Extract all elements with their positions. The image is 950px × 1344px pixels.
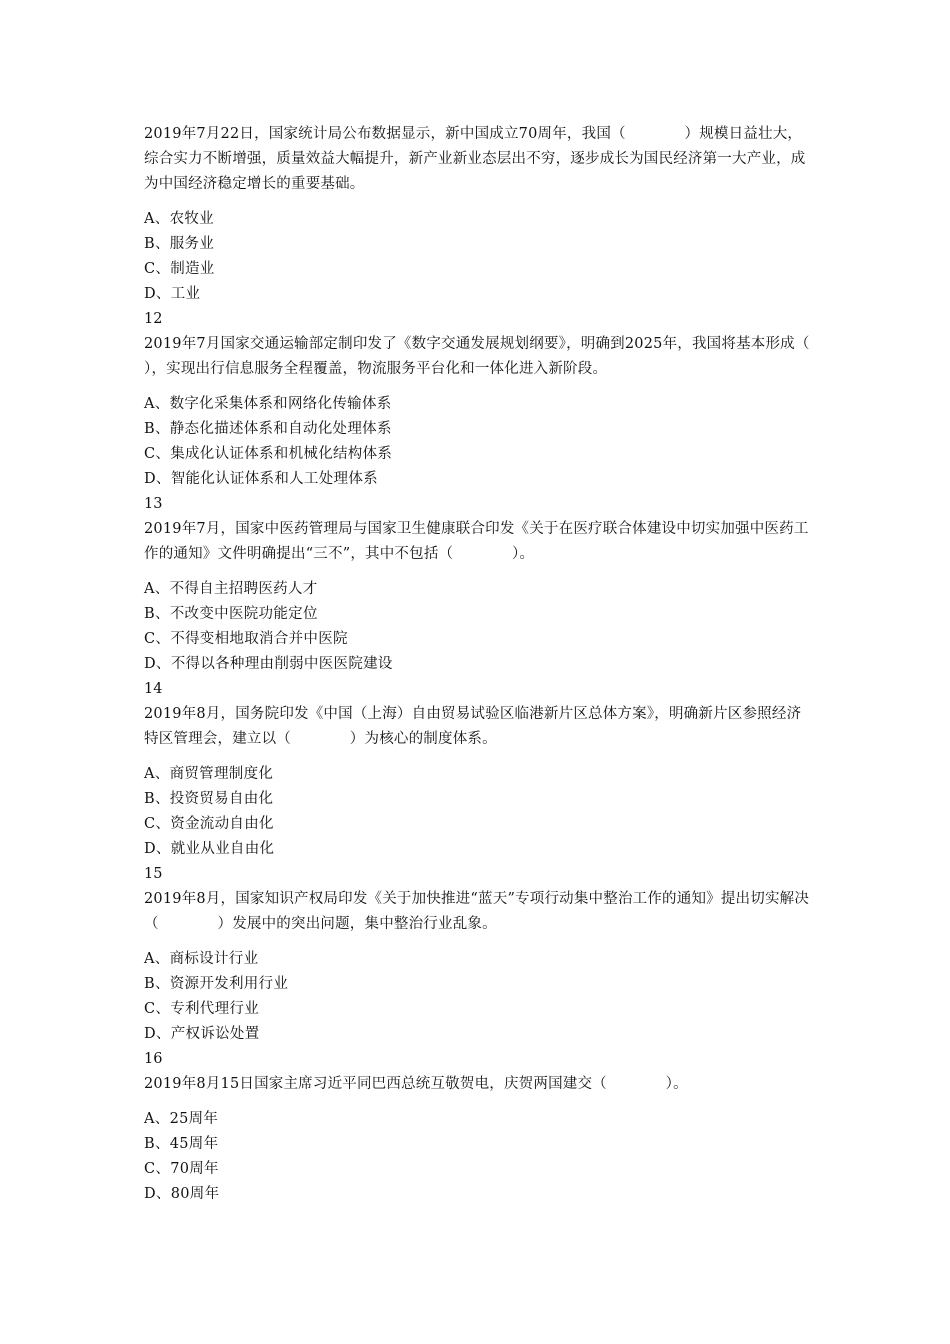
- option-a: A、数字化采集体系和网络化传输体系: [144, 396, 392, 412]
- option-c: C、70周年: [144, 1161, 219, 1177]
- question-stem: 2019年7月国家交通运输部定制印发了《数字交通发展规划纲要》，明确到2025年，我国将基本形成（ ），实现出行信息服务全程覆盖，物流服务平台化和一体化进入新阶段。: [144, 336, 869, 377]
- option-c: C、不得变相地取消合并中医院: [144, 631, 348, 647]
- question-list: [144, 122, 869, 1207]
- question-stem: 2019年7月，国家中医药管理局与国家卫生健康联合印发《关于在医疗联合体建设中切实加强中医药工作的通知》文件明确提出“三不”，其中不包括（ ）。: [144, 521, 809, 562]
- option-b: B、服务业: [144, 236, 215, 252]
- question-number: 12: [144, 311, 163, 327]
- option-a: A、商标设计行业: [144, 951, 259, 967]
- option-d: D、不得以各种理由削弱中医医院建设: [144, 656, 393, 672]
- question-stem: 2019年8月，国家知识产权局印发《关于加快推进“蓝天”专项行动集中整治工作的通知》提出切实解决（ ）发展中的突出问题，集中整治行业乱象。: [144, 891, 810, 932]
- question-stem: 2019年8月15日国家主席习近平同巴西总统互敬贺电，庆贺两国建交（ ）。: [144, 1076, 688, 1092]
- option-d: D、智能化认证体系和人工处理体系: [144, 471, 378, 487]
- question-stem: 2019年8月，国务院印发《中国（上海）自由贸易试验区临港新片区总体方案》，明确新片区参照经济特区管理会，建立以（ ）为核心的制度体系。: [144, 706, 802, 747]
- option-d: D、就业从业自由化: [144, 841, 275, 857]
- option-a: A、商贸管理制度化: [144, 766, 274, 782]
- question-block: [144, 862, 812, 1047]
- option-d: D、80周年: [144, 1186, 220, 1202]
- option-b: B、静态化描述体系和自动化处理体系: [144, 421, 392, 437]
- option-a: A、农牧业: [144, 211, 214, 227]
- question-block: [144, 307, 869, 492]
- question-number: 14: [144, 681, 163, 697]
- option-b: B、投资贸易自由化: [144, 791, 274, 807]
- question-block: [144, 677, 812, 862]
- question-block: [144, 122, 812, 307]
- question-block: [144, 1047, 812, 1207]
- option-c: C、专利代理行业: [144, 1001, 259, 1017]
- option-c: C、资金流动自由化: [144, 816, 274, 832]
- option-b: B、资源开发利用行业: [144, 976, 289, 992]
- question-number: 15: [144, 866, 163, 882]
- option-a: A、不得自主招聘医药人才: [144, 581, 318, 597]
- option-c: C、集成化认证体系和机械化结构体系: [144, 446, 393, 462]
- question-stem: 2019年7月22日，国家统计局公布数据显示，新中国成立70周年，我国（ ）规模日益壮大，综合实力不断增强，质量效益大幅提升，新产业新业态层出不穷，逐步成长为国民经济第一大产业，成为中国经济稳定增长的重要基础。: [144, 126, 806, 192]
- question-number: 16: [144, 1051, 163, 1067]
- option-a: A、25周年: [144, 1111, 219, 1127]
- option-b: B、不改变中医院功能定位: [144, 606, 318, 622]
- question-number: 13: [144, 496, 163, 512]
- question-block: [144, 492, 812, 677]
- option-c: C、制造业: [144, 261, 215, 277]
- option-b: B、45周年: [144, 1136, 219, 1152]
- option-d: D、产权诉讼处置: [144, 1026, 260, 1042]
- option-d: D、工业: [144, 286, 201, 302]
